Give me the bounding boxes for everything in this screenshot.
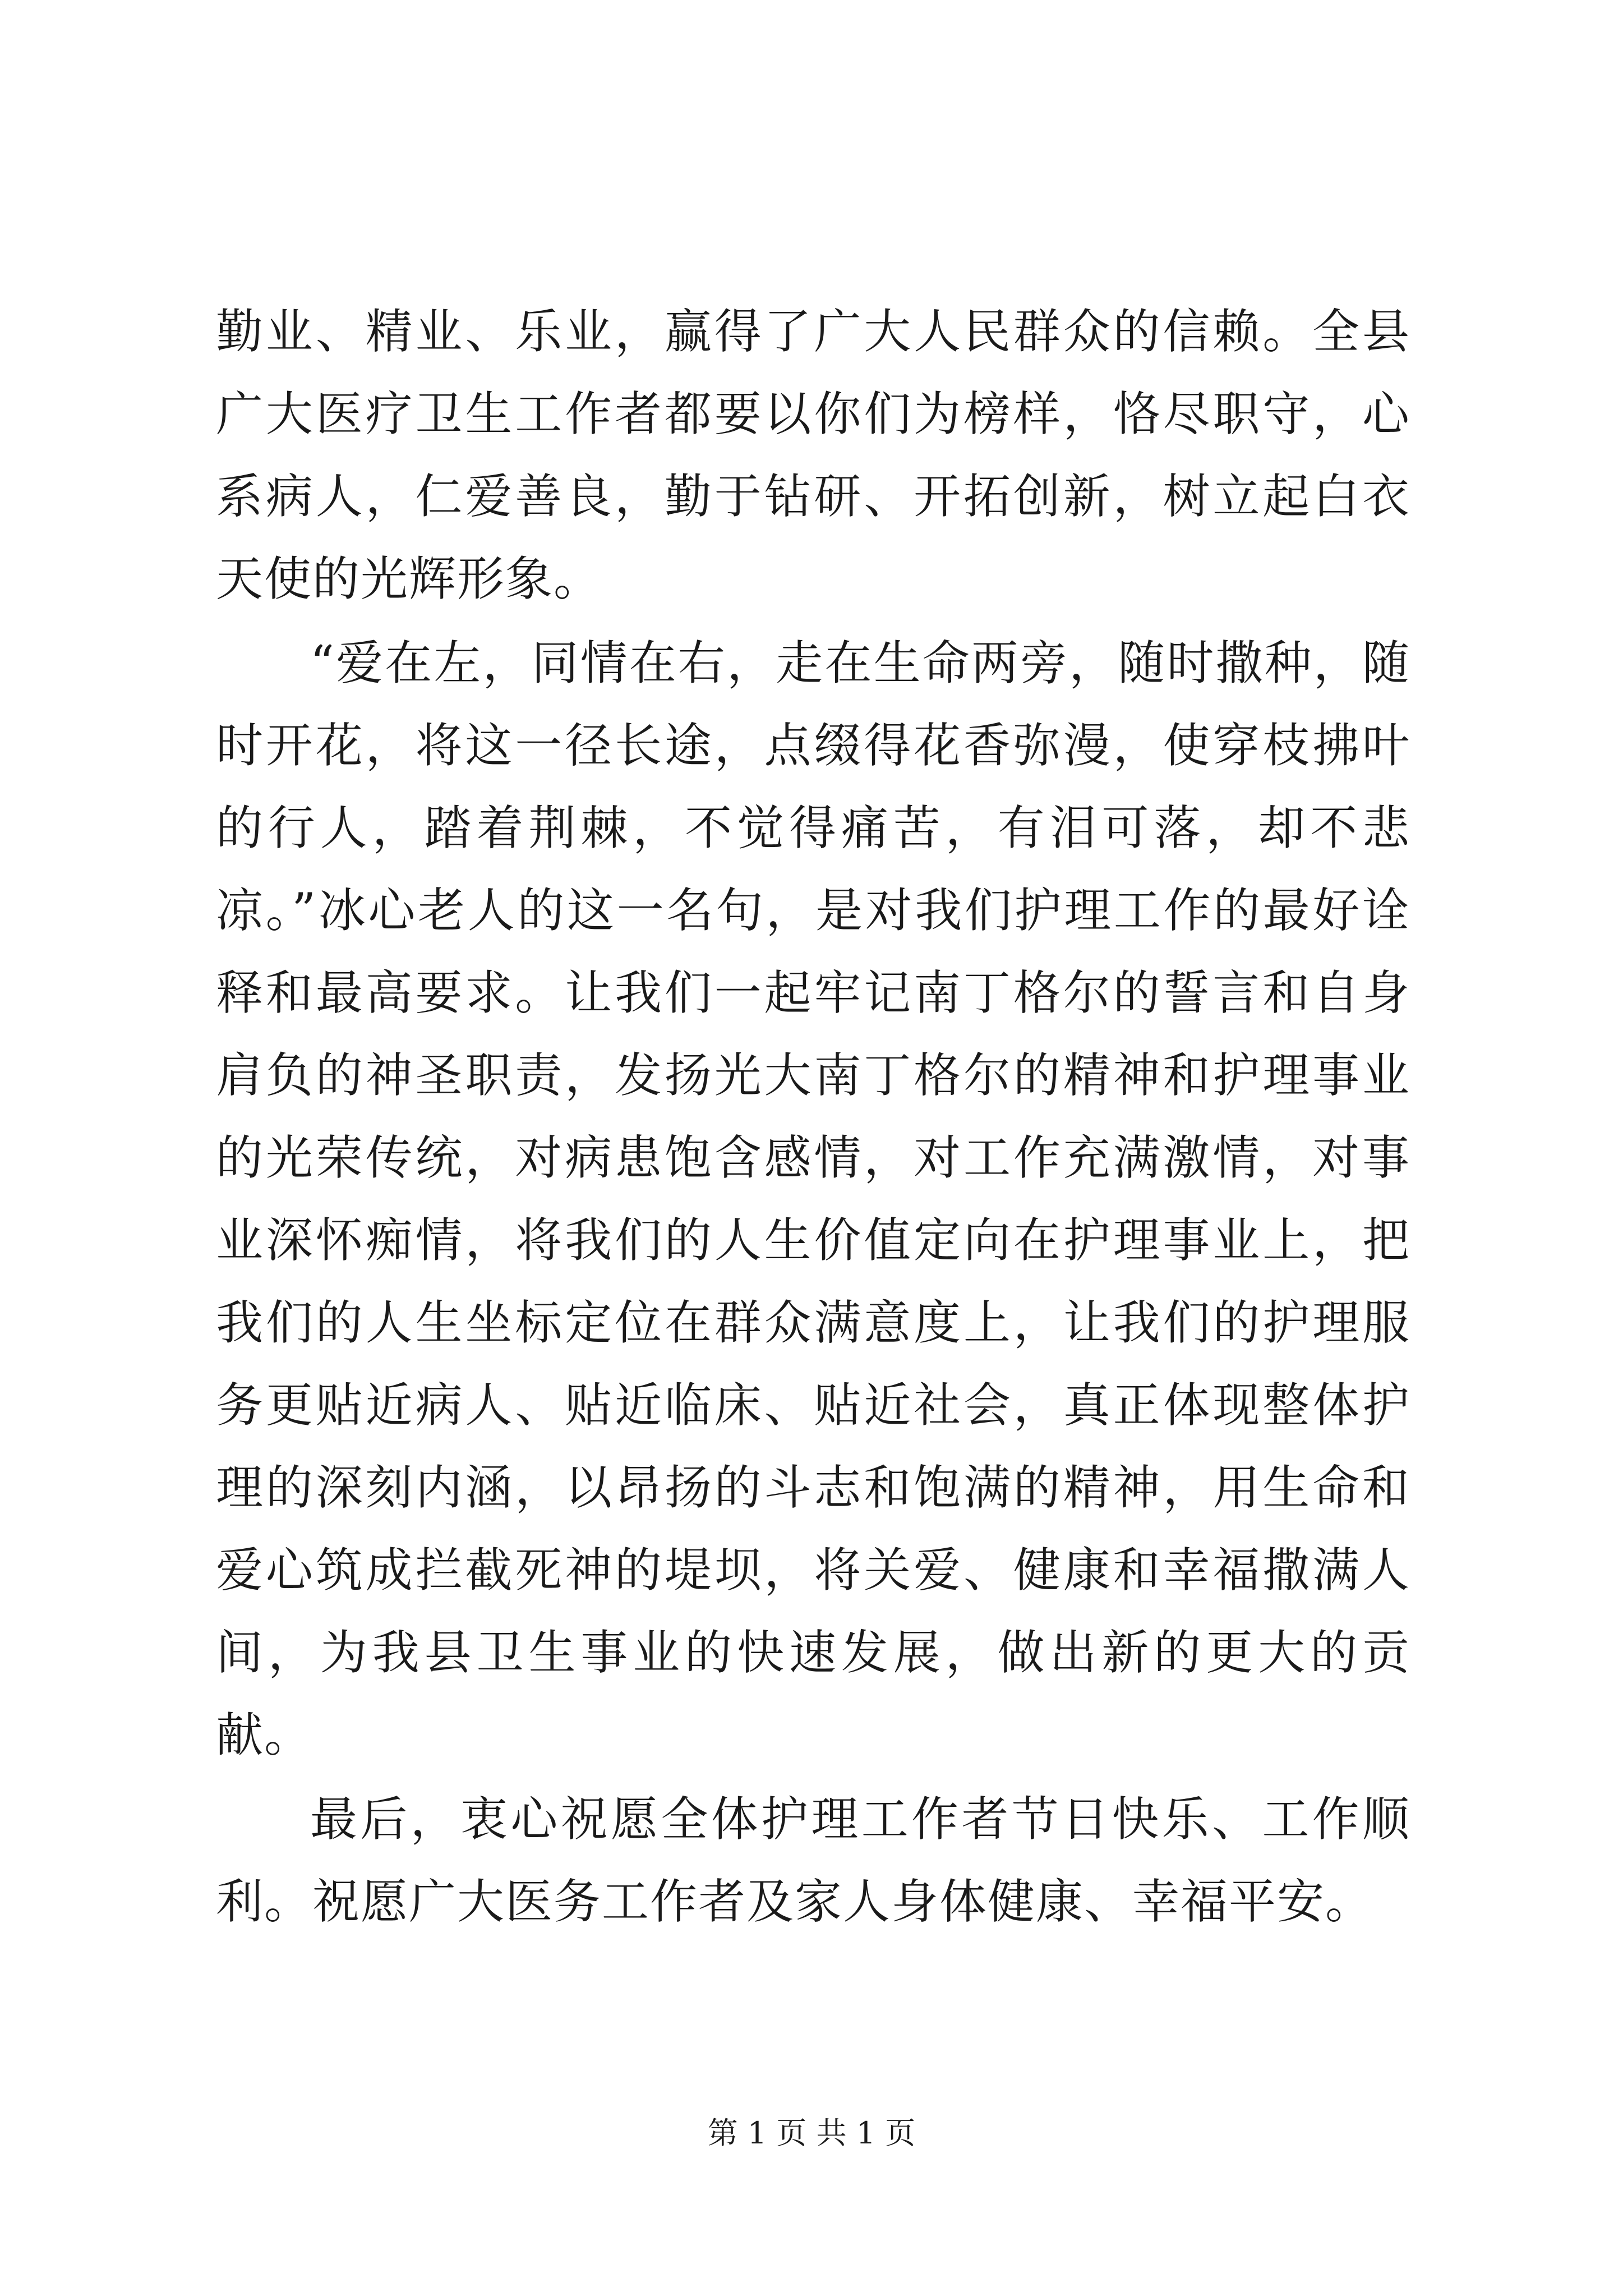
paragraph-continuation: 勤业、精业、乐业，赢得了广大人民群众的信赖。全县广大医疗卫生工作者都要以你们为榜样，恪尽职守，心系病人，仁爱善良，勤于钻研、开拓创新，树立起白衣天使的光辉形象。: [216, 304, 1410, 606]
document-body: [216, 291, 1410, 1943]
page-number-footer: 第 1 页 共 1 页: [707, 2115, 916, 2151]
paragraph-closing: 最后，衷心祝愿全体护理工作者节日快乐、工作顺利。祝愿广大医务工作者及家人身体健康、幸福平安。: [216, 1792, 1410, 1929]
paragraph-quote: “爱在左，同情在右，走在生命两旁，随时撒种，随时开花，将这一径长途，点缀得花香弥漫，使穿枝拂叶的行人，踏着荆棘，不觉得痛苦，有泪可落，却不悲凉。”冰心老人的这一名句，是对我们护理工作的最好诠释和最高要求。让我们一起牢记南丁格尔的誓言和自身肩负的神圣职责，发扬光大南丁格尔的精神和护理事业的光荣传统，对病患饱含感情，对工作充满激情，对事业深怀痴情，将我们的人生价值定向在护理事业上，把我们的人生坐标定位在群众满意度上，让我们的护理服务更贴近病人、贴近临床、贴近社会，真正体现整体护理的深刻内涵，以昂扬的斗志和饱满的精神，用生命和爱心筑成拦截死神的堤坝，将关爱、健康和幸福撒满人间，为我县卫生事业的快速发展，做出新的更大的贡献。: [216, 636, 1410, 1763]
